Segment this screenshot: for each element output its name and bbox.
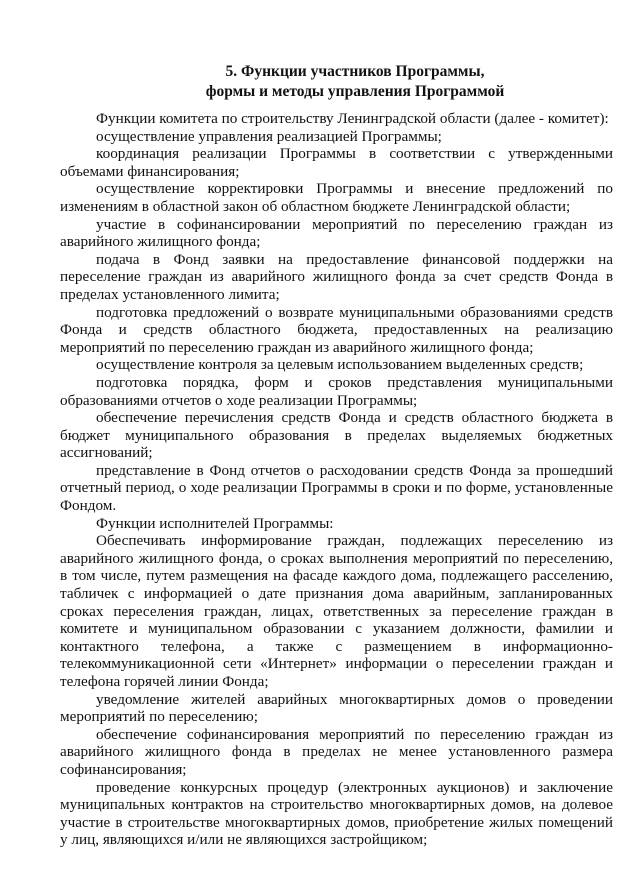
paragraph: проведение конкурсных процедур (электронных аукционов) и заключение муниципальных контрактов на строительство многоквартирных домов, на долевое участие в строительстве многоквартирных домов, приобретение жилых помещений у лиц, являющихся и/или не являющихся застройщиком; (60, 778, 613, 849)
paragraph: осуществление контроля за целевым использованием выделенных средств; (96, 356, 584, 374)
paragraph: обеспечение перечисления средств Фонда и средств областного бюджета в бюджет муниципального образования в пределах выделяемых бюджетных ассигнований; (60, 409, 613, 462)
paragraph: Функции исполнителей Программы: (96, 514, 334, 532)
paragraph: осуществление управления реализацией Программы; (96, 127, 442, 145)
document-body (60, 110, 613, 849)
paragraph: представление в Фонд отчетов о расходовании средств Фонда за прошедший отчетный период, о ходе реализации Программы в сроки и по форме, установленные Фондом. (60, 461, 613, 515)
paragraph: подача в Фонд заявки на предоставление финансовой поддержки на переселение граждан из аварийного жилищного фонда за счет средств Фонда в пределах установленного лимита; (60, 250, 613, 303)
section-title-line-2: формы и методы управления Программой (205, 83, 505, 100)
paragraph: участие в софинансировании мероприятий по переселению граждан из аварийного жилищного фонда; (60, 215, 613, 251)
paragraph: подготовка порядка, форм и сроков представления муниципальными образованиями отчетов о ходе реализации Программы; (60, 373, 613, 409)
paragraph: уведомление жителей аварийных многоквартирных домов о проведении мероприятий по переселению; (60, 690, 613, 726)
paragraph: обеспечение софинансирования мероприятий по переселению граждан из аварийного жилищного фонда в пределах не менее установленного размера софинансирования; (60, 725, 613, 778)
paragraph: Функции комитета по строительству Ленинградской области (далее - комитет): (96, 110, 609, 127)
paragraph: координация реализации Программы в соответствии с утвержденными объемами финансирования; (60, 145, 613, 180)
section-title-line-1: 5. Функции участников Программы, (225, 63, 485, 80)
paragraph: подготовка предложений о возврате муниципальными образованиями средств Фонда и средств областного бюджета, предоставленных на реализацию мероприятий по переселению граждан из аварийного жилищного фонда; (60, 303, 613, 356)
paragraph: Обеспечивать информирование граждан, подлежащих переселению из аварийного жилищного фонда, о сроках выполнения мероприятий по переселению, в том числе, путем размещения на фасаде каждого дома, подлежащего расселению, табличек с информацией о дате признания дома аварийным, запланированных сроках переселения граждан, лицах, ответственных за переселение граждан в комитете и муниципальном образовании с указанием должности, фамилии и контактного телефона, а также с размещением в информационно-телекоммуникационной сети «Интернет» информации о переселении граждан и телефона горячей линии Фонда; (60, 532, 613, 690)
paragraph: осуществление корректировки Программы и внесение предложений по изменениям в областной закон об областном бюджете Ленинградской области; (60, 180, 613, 215)
